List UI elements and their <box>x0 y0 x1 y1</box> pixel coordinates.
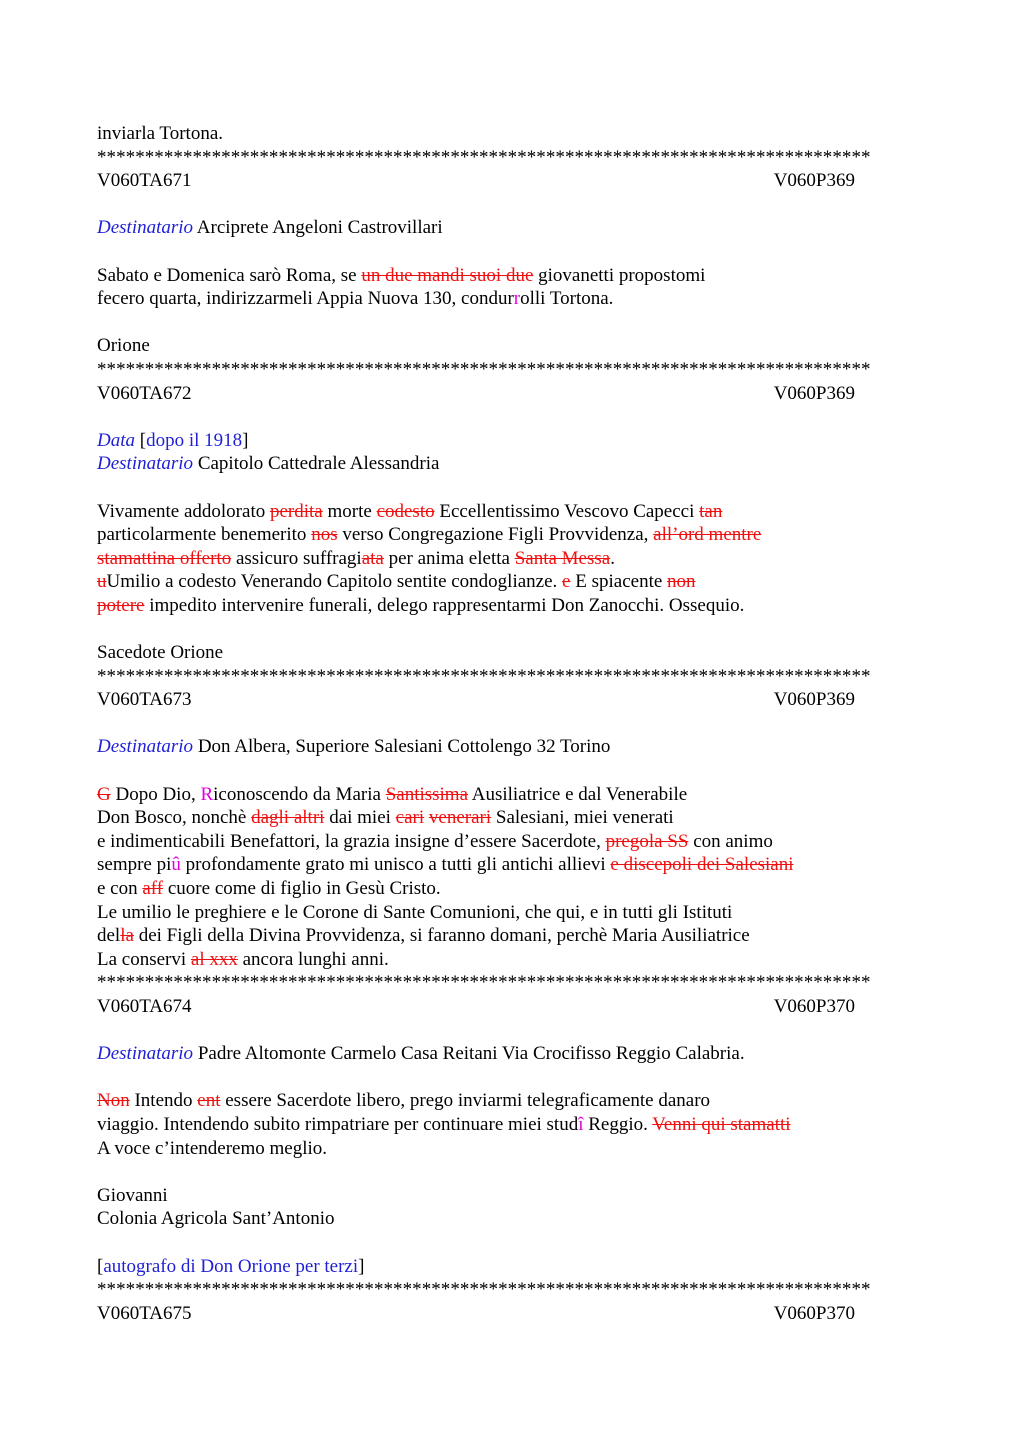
recipient-line <box>97 1042 927 1066</box>
entry-header <box>97 688 855 712</box>
recipient: Don Albera, Superiore Salesiani Cottolengo 32 Torino <box>193 736 611 758</box>
entry-header <box>97 382 855 406</box>
signature: Orione <box>97 335 150 357</box>
page-ref: V060P369 <box>773 170 855 192</box>
entry-header <box>97 995 855 1019</box>
signature: Sacedote Orione <box>97 642 224 664</box>
text-line: e con aff cuore come di figlio in Gesù Cristo. <box>97 878 441 899</box>
entry-id: V060TA673 <box>97 689 192 711</box>
text-line: A voce c’intenderemo meglio. <box>97 1137 328 1159</box>
text-line: Don Bosco, nonchè dagli altri dai miei cari venerari Salesiani, miei venerati <box>97 807 674 829</box>
page-ref: V060P369 <box>773 689 855 711</box>
recipient-line <box>97 735 927 759</box>
text-line: Non Intendo ent essere Sacerdote libero, prego inviarmi telegraficamente danaro <box>97 1090 711 1112</box>
entry-id: V060TA674 <box>97 995 192 1017</box>
recipient: Capitolo Cattedrale Alessandria <box>193 453 440 475</box>
text-line: potere impedito intervenire funerali, delego rappresentarmi Don Zanocchi. Ossequio. <box>97 594 745 616</box>
recipient-line <box>97 216 927 240</box>
recipient-label: Destinatario <box>97 217 194 239</box>
page-ref: V060P370 <box>773 995 855 1017</box>
recipient: Padre Altomonte Carmelo Casa Reitani Via Crocifisso Reggio Calabria. <box>193 1043 745 1065</box>
text-line: La conservi al xxx ancora lunghi anni. <box>97 948 389 970</box>
text-line: della dei Figli della Divina Provvidenza, si faranno domani, perchè Maria Ausiliatrice <box>97 925 750 947</box>
deleted-text: un due mandi suoi due <box>361 264 534 286</box>
date-label: Data <box>97 429 135 451</box>
text-line: uUmilio a codesto Venerando Capitolo sentite condoglianze. e E spiacente non <box>97 571 696 593</box>
text-line: Sabato e Domenica sarò Roma, se un due mandi suoi due giovanetti propostomi <box>97 264 706 286</box>
editorial-note: [autografo di Don Orione per terzi] <box>97 1255 365 1277</box>
text-line: G Dopo Dio, Riconoscendo da Maria Santissima Ausiliatrice e dal Venerabile <box>97 783 688 805</box>
text-line: Vivamente addolorato perdita morte codesto Eccellentissimo Vescovo Capecci tan <box>97 500 723 522</box>
recipient-line <box>97 452 927 476</box>
separator: ********************************************************************************* <box>97 972 871 994</box>
separator: ********************************************************************************* <box>97 665 871 687</box>
signature: Giovanni <box>97 1184 168 1206</box>
entry-header <box>97 169 855 193</box>
separator: ********************************************************************************* <box>97 1279 871 1301</box>
text-line: e indimenticabili Benefattori, la grazia insigne d’essere Sacerdote, pregola SS con animo <box>97 830 773 852</box>
recipient-label: Destinatario <box>97 736 194 758</box>
date-line: Data [dopo il 1918] <box>97 429 249 451</box>
recipient-label: Destinatario <box>97 453 194 475</box>
entry-id: V060TA671 <box>97 170 192 192</box>
entry-header <box>97 1302 855 1326</box>
page-ref: V060P369 <box>773 382 855 404</box>
text-line: Le umilio le preghiere e le Corone di Sante Comunioni, che qui, e in tutti gli Istituti <box>97 901 733 923</box>
entry-id: V060TA672 <box>97 382 192 404</box>
recipient-label: Destinatario <box>97 1043 194 1065</box>
text-line: particolarmente benemerito nos verso Congregazione Figli Provvidenza, all’ord mentre <box>97 524 762 546</box>
intro-line: inviarla Tortona. <box>97 123 224 144</box>
recipient: Arciprete Angeloni Castrovillari <box>193 217 443 239</box>
signature-place: Colonia Agricola Sant’Antonio <box>97 1208 335 1230</box>
text-line: stamattina offerto assicuro suffragiata per anima eletta Santa Messa. <box>97 547 615 569</box>
separator: ********************************************************************************* <box>97 146 871 168</box>
text-line: viaggio. Intendendo subito rimpatriare per continuare miei studî Reggio. Venni qui stamatti <box>97 1113 791 1135</box>
document-page <box>97 122 927 1325</box>
date-value: dopo il 1918 <box>146 429 243 451</box>
page-ref: V060P370 <box>773 1302 855 1324</box>
text-line: fecero quarta, indirizzarmeli Appia Nuova 130, condurrolli Tortona. <box>97 288 614 310</box>
entry-id: V060TA675 <box>97 1302 192 1324</box>
separator: ********************************************************************************* <box>97 358 871 380</box>
text-line: sempre piû profondamente grato mi unisco a tutti gli antichi allievi e discepoli dei Salesiani <box>97 854 794 876</box>
inserted-text: r <box>513 288 521 310</box>
